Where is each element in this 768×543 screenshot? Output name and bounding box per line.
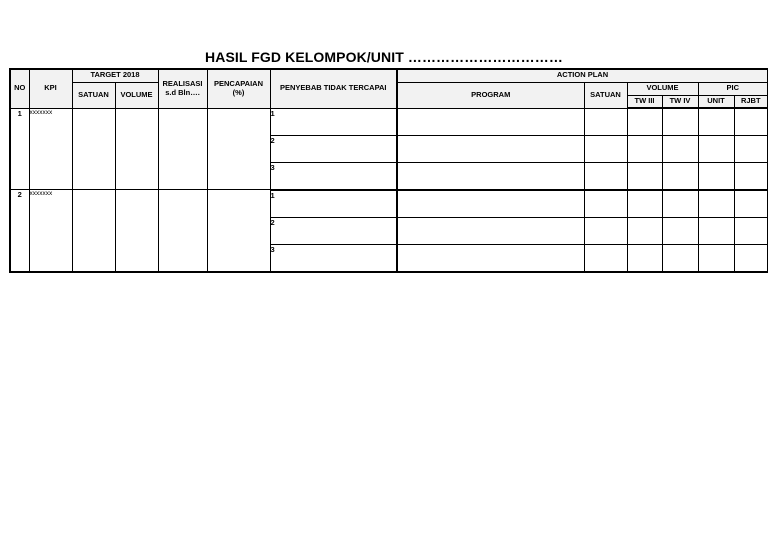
tw4-cell[interactable] <box>662 245 698 272</box>
row-number: 1 <box>10 108 29 190</box>
target-volume-cell[interactable] <box>115 108 158 190</box>
header-program: PROGRAM <box>397 82 584 108</box>
header-tw4: TW IV <box>662 95 698 108</box>
unit-cell[interactable] <box>698 135 734 162</box>
target-satuan-cell[interactable] <box>72 190 115 272</box>
rjbt-cell[interactable] <box>734 135 768 162</box>
fgd-result-table <box>9 68 768 273</box>
ap-satuan-cell[interactable] <box>584 163 627 190</box>
ap-satuan-cell[interactable] <box>584 245 627 272</box>
tw4-cell[interactable] <box>662 163 698 190</box>
program-cell[interactable] <box>397 245 584 272</box>
header-pic: PIC <box>698 82 768 95</box>
rjbt-cell[interactable] <box>734 108 768 135</box>
realisasi-cell[interactable] <box>158 190 207 272</box>
tw4-cell[interactable] <box>662 190 698 217</box>
unit-cell[interactable] <box>698 108 734 135</box>
kpi-cell[interactable]: xxxxxxx <box>29 190 72 272</box>
tw3-cell[interactable] <box>627 245 662 272</box>
header-volume: VOLUME <box>627 82 698 95</box>
tw3-cell[interactable] <box>627 217 662 244</box>
header-action-plan: ACTION PLAN <box>397 69 768 82</box>
ap-satuan-cell[interactable] <box>584 217 627 244</box>
cause-cell[interactable]: 3 <box>270 163 397 190</box>
header-unit: UNIT <box>698 95 734 108</box>
cause-cell[interactable]: 2 <box>270 217 397 244</box>
pencapaian-cell[interactable] <box>207 190 270 272</box>
header-target: TARGET 2018 <box>72 69 158 82</box>
header-target-volume: VOLUME <box>115 82 158 108</box>
header-realisasi: REALISASI s.d Bln…. <box>158 69 207 108</box>
tw4-cell[interactable] <box>662 217 698 244</box>
unit-cell[interactable] <box>698 245 734 272</box>
rjbt-cell[interactable] <box>734 217 768 244</box>
program-cell[interactable] <box>397 163 584 190</box>
ap-satuan-cell[interactable] <box>584 135 627 162</box>
unit-cell[interactable] <box>698 190 734 217</box>
table-row <box>10 190 768 217</box>
header-no: NO <box>10 69 29 108</box>
header-pencapaian: PENCAPAIAN (%) <box>207 69 270 108</box>
program-cell[interactable] <box>397 135 584 162</box>
rjbt-cell[interactable] <box>734 245 768 272</box>
header-rjbt: RJBT <box>734 95 768 108</box>
cause-cell[interactable]: 1 <box>270 108 397 135</box>
cause-cell[interactable]: 1 <box>270 190 397 217</box>
target-volume-cell[interactable] <box>115 190 158 272</box>
unit-cell[interactable] <box>698 217 734 244</box>
tw4-cell[interactable] <box>662 135 698 162</box>
cause-cell[interactable]: 3 <box>270 245 397 272</box>
cause-cell[interactable]: 2 <box>270 135 397 162</box>
page-title: HASIL FGD KELOMPOK/UNIT …………………………… <box>205 49 563 65</box>
tw3-cell[interactable] <box>627 190 662 217</box>
ap-satuan-cell[interactable] <box>584 108 627 135</box>
header-target-satuan: SATUAN <box>72 82 115 108</box>
row-number: 2 <box>10 190 29 272</box>
unit-cell[interactable] <box>698 163 734 190</box>
program-cell[interactable] <box>397 190 584 217</box>
header-kpi: KPI <box>29 69 72 108</box>
tw3-cell[interactable] <box>627 163 662 190</box>
program-cell[interactable] <box>397 108 584 135</box>
realisasi-cell[interactable] <box>158 108 207 190</box>
kpi-cell[interactable]: xxxxxxx <box>29 108 72 190</box>
table-row <box>10 108 768 135</box>
tw3-cell[interactable] <box>627 135 662 162</box>
tw3-cell[interactable] <box>627 108 662 135</box>
ap-satuan-cell[interactable] <box>584 190 627 217</box>
header-penyebab: PENYEBAB TIDAK TERCAPAI <box>270 69 397 108</box>
header-ap-satuan: SATUAN <box>584 82 627 108</box>
pencapaian-cell[interactable] <box>207 108 270 190</box>
tw4-cell[interactable] <box>662 108 698 135</box>
rjbt-cell[interactable] <box>734 190 768 217</box>
header-tw3: TW III <box>627 95 662 108</box>
target-satuan-cell[interactable] <box>72 108 115 190</box>
rjbt-cell[interactable] <box>734 163 768 190</box>
program-cell[interactable] <box>397 217 584 244</box>
